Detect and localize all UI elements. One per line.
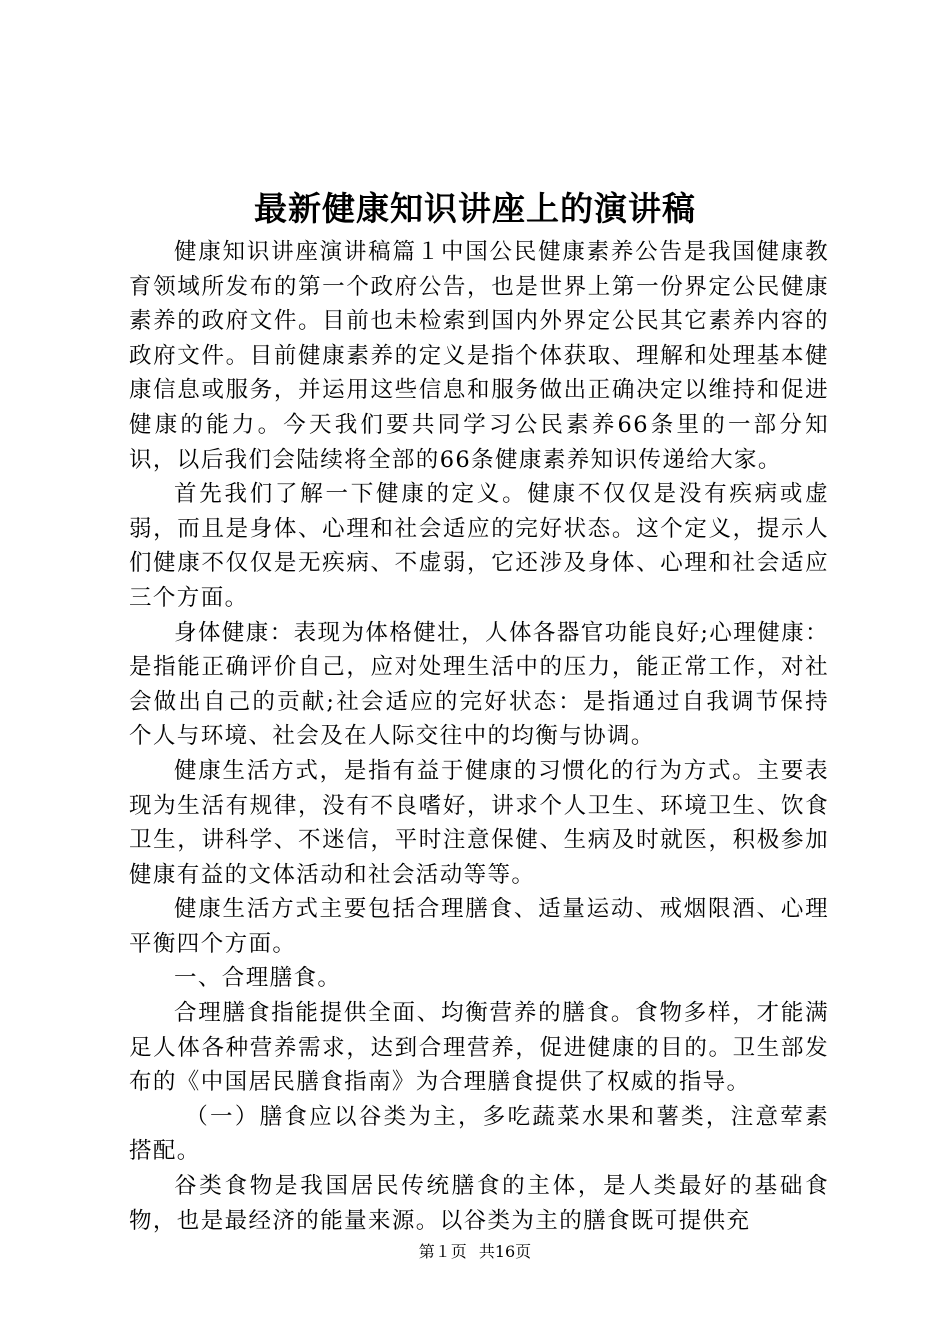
document-body (129, 235, 829, 1238)
paragraph-lifestyle-components: 健康生活方式主要包括合理膳食、适量运动、戒烟限酒、心理平衡四个方面。 (129, 896, 829, 957)
subsection-heading-grains: （一）膳食应以谷类为主，多吃蔬菜水果和薯类，注意荤素搭配。 (129, 1103, 829, 1165)
paragraph-intro: 健康知识讲座演讲稿篇１中国公民健康素养公告是我国健康教育领域所发布的第一个政府公告，也是世界上第一份界定公民健康素养的政府文件。目前也未检索到国内外界定公民其它素养内容的政府文件。目前健康素养的定义是指个体获取、理解和处理基本健康信息或服务，并运用这些信息和服务做出正确决定以维持和促进健康的能力。今天我们要共同学习公民素养66条里的一部分知识，以后我们会陆续将全部的66条健康素养知识传递给大家。 (129, 239, 829, 473)
paragraph-grains: 谷类食物是我国居民传统膳食的主体，是人类最好的基础食物，也是最经济的能量来源。以谷类为主的膳食既可提供充 (129, 1173, 829, 1234)
page-footer (0, 1240, 950, 1264)
paragraph-health-definition: 首先我们了解一下健康的定义。健康不仅仅是没有疾病或虚弱，而且是身体、心理和社会适应的完好状态。这个定义，提示人们健康不仅仅是无疾病、不虚弱，它还涉及身体、心理和社会适应三个方面。 (129, 481, 829, 611)
section-heading-diet: 一、合理膳食。 (174, 965, 342, 992)
document-title: 最新健康知识讲座上的演讲稿 (254, 189, 696, 228)
page-total: 共16页 (478, 1242, 532, 1261)
page-number: 第１页 (418, 1242, 467, 1261)
paragraph-healthy-lifestyle: 健康生活方式，是指有益于健康的习惯化的行为方式。主要表现为生活有规律，没有不良嗜好，讲求个人卫生、环境卫生、饮食卫生，讲科学、不迷信，平时注意保健、生病及时就医，积极参加健康有益的文体活动和社会活动等等。 (129, 757, 829, 888)
paragraph-health-aspects: 身体健康：表现为体格健壮，人体各器官功能良好;心理健康：是指能正确评价自己，应对处理生活中的压力，能正常工作，对社会做出自己的贡献;社会适应的完好状态：是指通过自我调节保持个人与环境、社会及在人际交往中的均衡与协调。 (129, 619, 829, 750)
paragraph-balanced-diet: 合理膳食指能提供全面、均衡营养的膳食。食物多样，才能满足人体各种营养需求，达到合理营养，促进健康的目的。卫生部发布的《中国居民膳食指南》为合理膳食提供了权威的指导。 (129, 1000, 829, 1096)
